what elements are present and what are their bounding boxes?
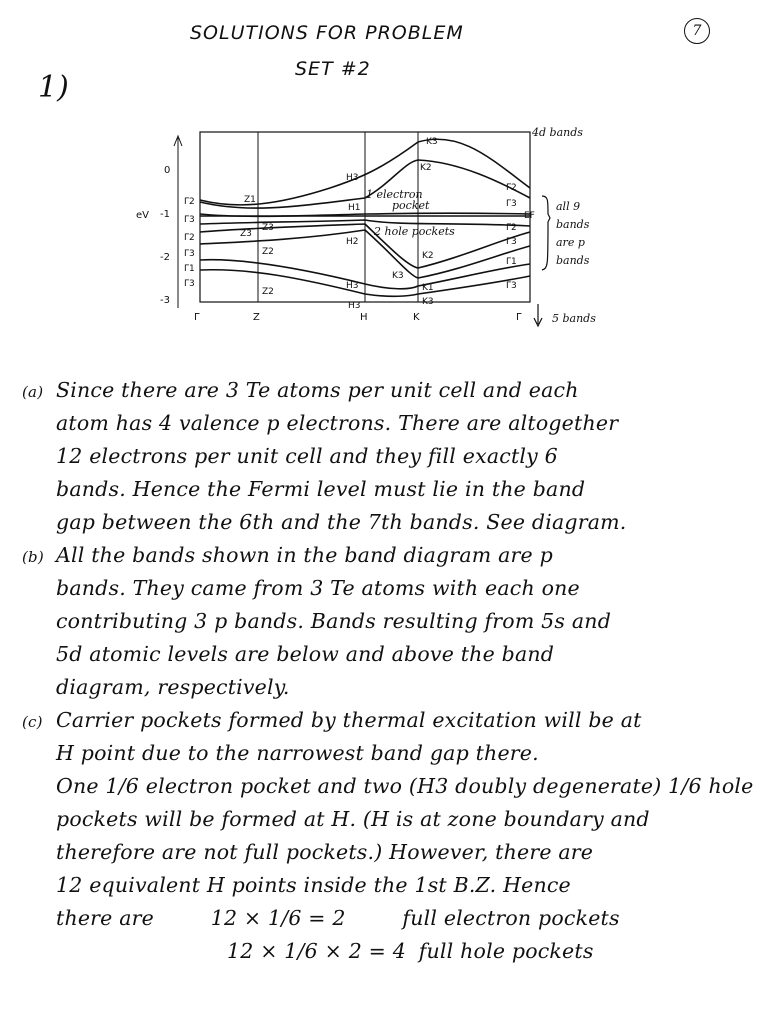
part-b [22,539,752,704]
text-line: therefore are not full pockets.) However, there are [56,840,594,864]
part-label: (b) [22,548,44,566]
text-line: diagram, respectively. [56,675,290,699]
gamma-label: Γ1 [184,264,195,274]
electron-pocket-note: pocket [392,199,430,212]
point-label: H3 [346,281,359,291]
text-line: Carrier pockets formed by thermal excitation will be at [56,708,642,732]
gamma-label: Γ2 [506,183,517,193]
calc-result: full hole pockets [418,939,594,963]
point-label: Z1 [244,195,256,205]
text-line: H point due to the narrowest band gap there. [56,741,539,765]
gamma-label: Γ3 [184,215,195,225]
y-tick: 0 [164,165,171,176]
x-tick: K [413,312,420,323]
gamma-label: Γ3 [506,199,517,209]
part-label: (a) [22,383,44,401]
text-line: 5d atomic levels are below and above the band [56,642,555,666]
d-bands-note: 4d bands [532,126,583,139]
text-line: 12 equivalent H points inside the 1st B.Z. Hence [56,873,571,897]
gamma-label: Γ3 [184,249,195,259]
solution-text [22,374,752,968]
point-label: Z2 [262,287,274,297]
point-label: H3 [348,301,361,311]
point-label: K2 [422,251,434,261]
gamma-label: Γ2 [184,233,195,243]
gamma-label: Γ3 [506,281,517,291]
point-label: K3 [422,297,434,307]
point-label: Z3 [262,223,274,233]
title-line-2: SET #2 [295,58,371,80]
point-label: Z2 [262,247,274,257]
page-number: 7 [684,18,710,44]
point-label: K3 [392,271,404,281]
brace [542,196,550,270]
band-structure-diagram [130,118,620,328]
text-line: 12 electrons per unit cell and they fill exactly 6 [56,444,558,468]
calc-line [161,902,620,935]
text-line: atom has 4 valence p electrons. There are altogether [56,411,619,435]
point-label: Z3 [240,229,252,239]
electron-pocket-note: 1 electron [366,188,423,201]
calc-expression: 12 × 1/6 = 2 [210,906,346,930]
y-axis-label: eV [136,210,149,221]
point-label: H3 [346,173,359,183]
y-tick: -1 [160,209,170,220]
x-tick: H [360,312,368,323]
hole-pockets-note: 2 hole pockets [374,225,455,238]
title-line-1: SOLUTIONS FOR PROBLEM [190,22,464,44]
brace-note: bands [556,254,590,267]
text-line: All the bands shown in the band diagram are p [56,543,553,567]
calc-expression: 12 × 1/6 × 2 = 4 [227,939,406,963]
x-tick: Γ [194,312,200,323]
gamma-label: Γ3 [506,237,517,247]
s-bands-note: 5 bands [552,312,596,325]
part-a [22,374,752,539]
gamma-label: Γ1 [506,257,517,267]
point-label: H1 [348,203,361,213]
calc-line [22,935,752,968]
brace-note: are p [556,236,585,249]
problem-number: 1) [38,70,69,105]
point-label: K3 [426,137,438,147]
calc-result: full electron pockets [402,906,620,930]
point-label: H2 [346,237,359,247]
text-line: bands. They came from 3 Te atoms with each one [56,576,580,600]
y-tick: -3 [160,295,170,306]
point-label: K1 [422,283,434,293]
part-label: (c) [22,713,43,731]
brace-note: bands [556,218,590,231]
text-line: there are [56,906,154,930]
text-line: One 1/6 electron pocket and two (H3 doubly degenerate) 1/6 hole [56,774,754,798]
point-label: K2 [420,163,432,173]
gamma-label: Γ2 [506,223,517,233]
gamma-label: Γ3 [184,279,195,289]
text-line: contributing 3 p bands. Bands resulting from 5s and [56,609,612,633]
text-line: bands. Hence the Fermi level must lie in the band [56,477,586,501]
fermi-label: EF [524,211,535,221]
brace-note: all 9 [556,200,581,213]
y-tick: -2 [160,252,170,263]
text-line: gap between the 6th and the 7th bands. See diagram. [56,510,627,534]
x-tick: Γ [516,312,522,323]
part-c [22,704,752,968]
x-tick: Z [253,312,260,323]
gamma-label: Γ2 [184,197,195,207]
text-line: Since there are 3 Te atoms per unit cell and each [56,378,579,402]
page-title [190,22,520,80]
text-line: pockets will be formed at H. (H is at zone boundary and [56,807,650,831]
